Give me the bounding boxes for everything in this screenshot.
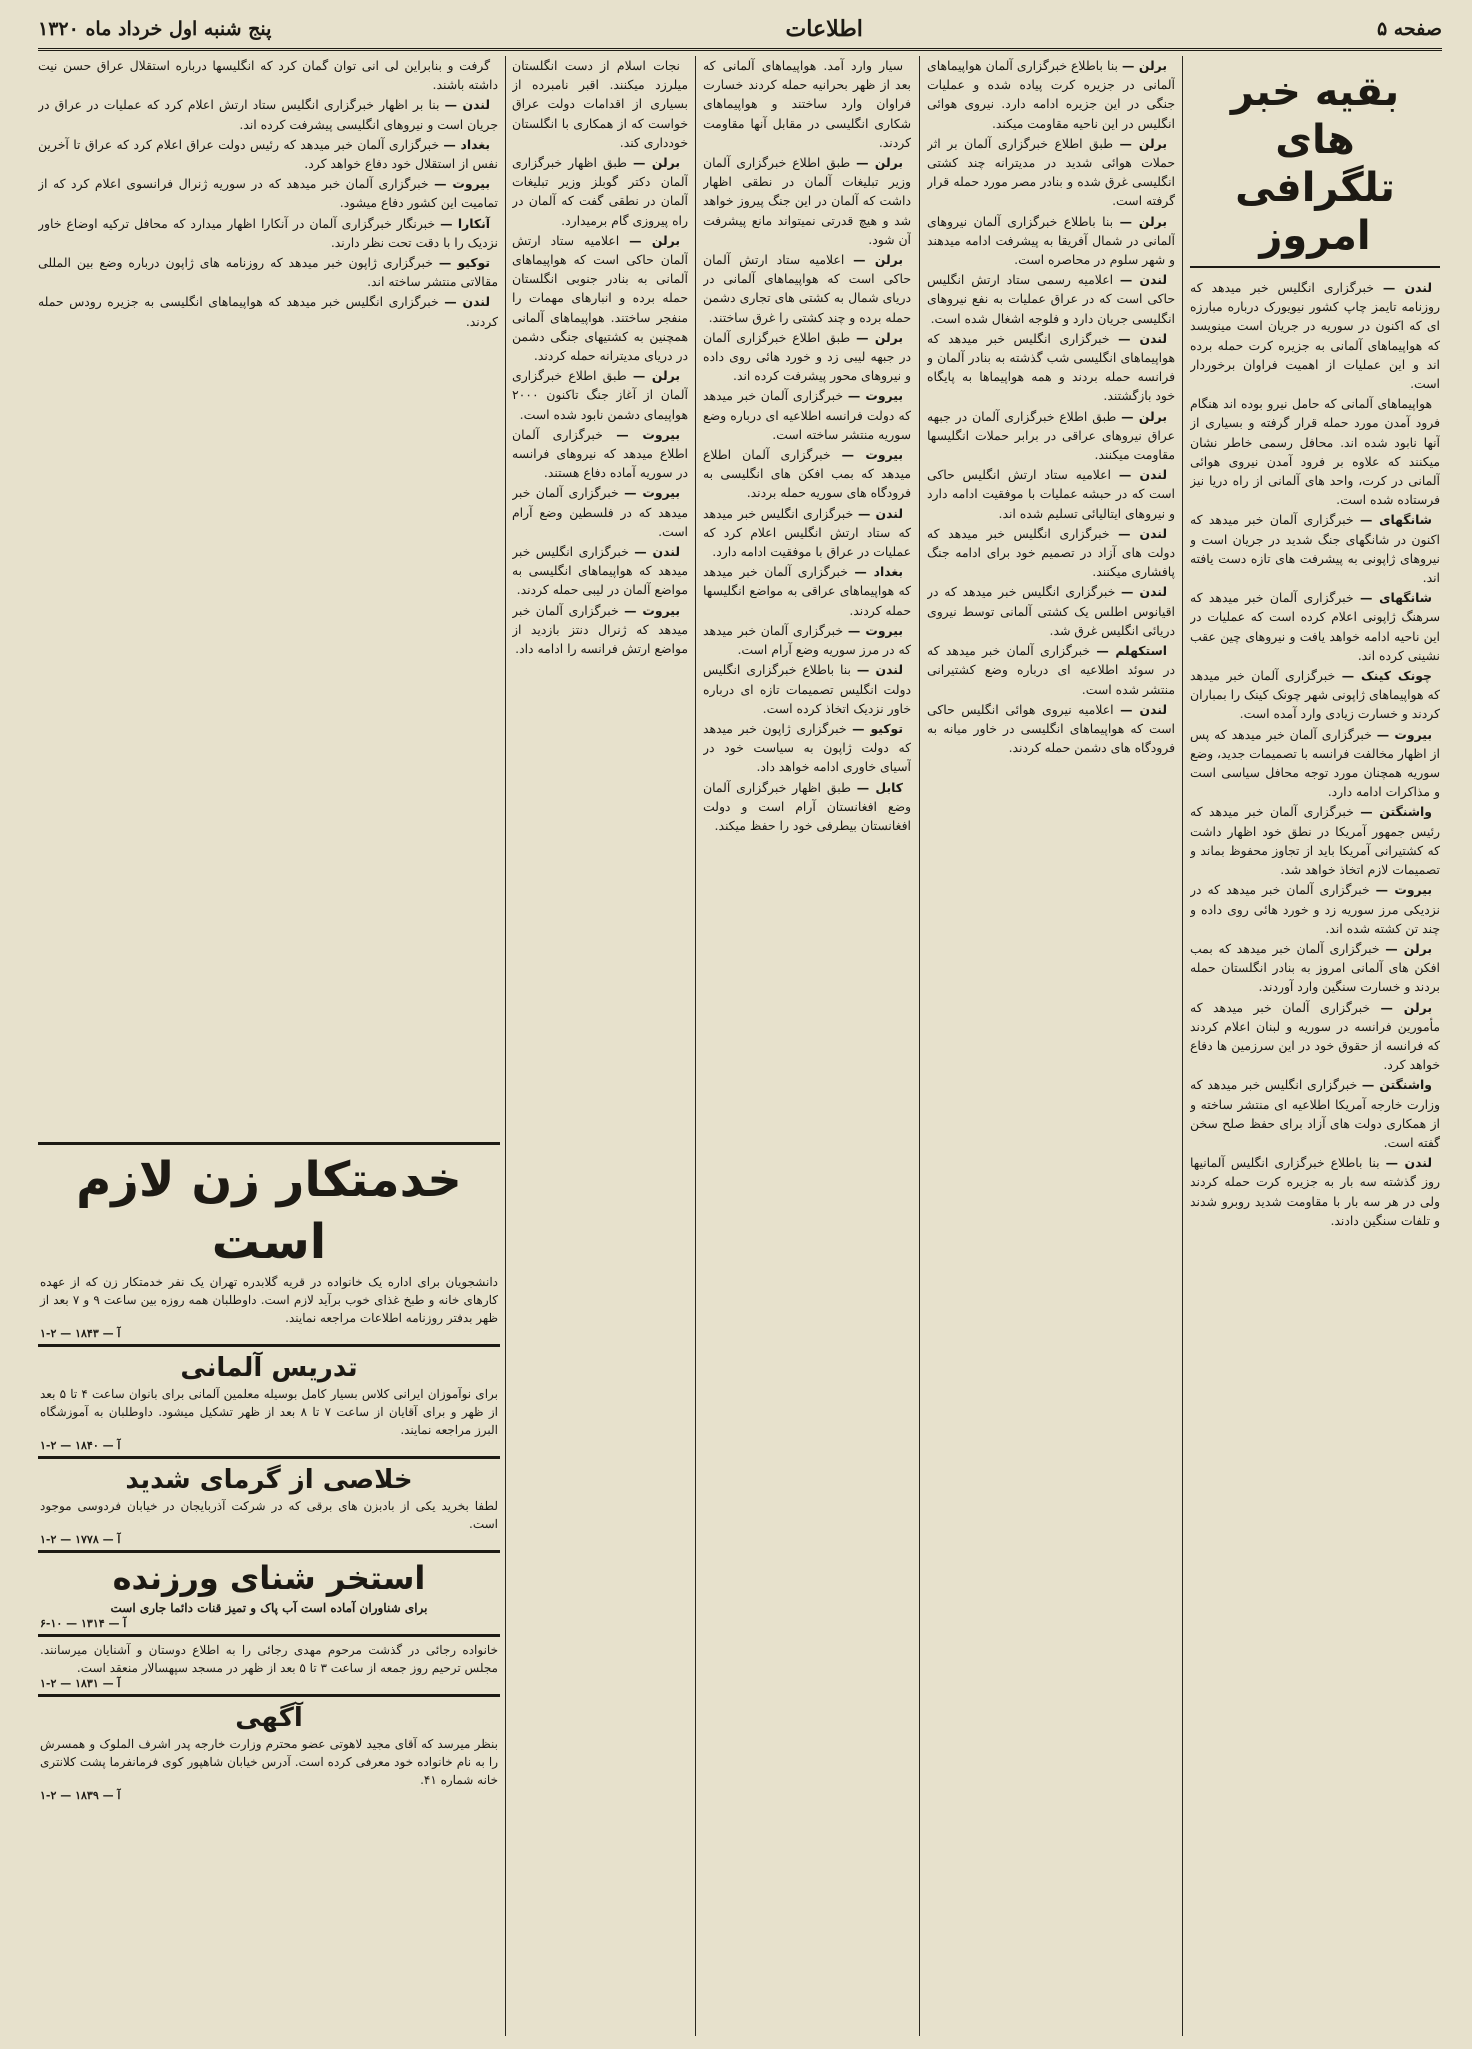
issue-date: پنج شنبه اول خرداد ماه ۱۳۲۰ xyxy=(38,18,272,40)
news-text: خبرگزاری انگلیس خبر میدهد که هواپیماهای انگلیسی به مواضع آلمان در لیبی حمله کردند. xyxy=(512,544,688,598)
news-item xyxy=(1190,725,1440,802)
news-text: خبرگزاری آلمان خبر میدهد که رئیس جمهور آمریکا در نطق خود اظهار داشت که کشتیرانی آمریکا باید از تجاوز محفوظ بماند و تصمیمات لازم اتخاذ خواهد شد. xyxy=(1190,804,1440,878)
page-header xyxy=(38,10,1442,51)
ad-notice-2 xyxy=(38,1694,500,1806)
news-item xyxy=(1190,278,1440,393)
news-text: خبرگزاری انگلیس خبر میدهد که هواپیماهای انگلیسی شب گذشته به بنادر آلمان و فرانسه حمله بردند و همه هواپیماها به پایگاه خود بازگشتند. xyxy=(927,330,1175,404)
news-item xyxy=(1190,802,1440,879)
news-text: طبق اطلاع خبرگزاری آلمان در جبهه عراق نیروهای عراقی در برابر حملات انگلیسها مقاومت میکنند. xyxy=(927,408,1175,463)
page-number: صفحه ۵ xyxy=(1376,18,1442,40)
news-item xyxy=(512,542,688,600)
news-item xyxy=(1190,880,1440,938)
news-text: خبرگزاری آلمان خبر میدهد که در سوریه ژنرال فرانسوی اعلام کرد که از تمامیت این کشور دفاع میشود. xyxy=(38,176,498,211)
dateline: لندن — xyxy=(1118,467,1167,483)
dateline: آنکارا — xyxy=(440,215,491,231)
ad-german-title: تدریس آلمانی xyxy=(180,1353,358,1383)
dateline: لندن — xyxy=(1385,1155,1432,1171)
advertisements xyxy=(38,1142,500,2036)
news-text: هواپیماهای آلمانی که حامل نیرو بوده اند هنگام فرود آمدن مورد حمله قرار گرفته و بسیاری از آنها نابود شده اند. محافل رسمی خاطر نشان میکنند که علاوه بر فرود آمدن نیروی هوائی آلمانی در کرت، واحد های آلمانی از راه دریا نیز فرستاده شده است. xyxy=(1190,396,1440,508)
dateline: بیروت — xyxy=(847,622,903,638)
news-item xyxy=(927,700,1175,758)
ad-pool xyxy=(38,1550,500,1634)
dateline: لندن — xyxy=(856,662,903,678)
dateline: برلن — xyxy=(632,368,680,384)
news-text: خبرگزاری آلمان خبر میدهد که رئیس دولت عراق اعلام کرد که عراق تا آخرین نفس از استقلال خود دفاع خواهد کرد. xyxy=(38,136,498,172)
column-4 xyxy=(512,56,688,2036)
news-text: طبق اطلاع خبرگزاری آلمان در جبهه لیبی زد و خورد هائی روی داده و نیروهای محور پیشرفت کرده اند. xyxy=(703,329,911,384)
news-item xyxy=(1190,666,1440,724)
dateline: لندن — xyxy=(444,294,490,310)
news-text: بنا باطلاع خبرگزاری انگلیس دولت انگلیس تصمیمات تازه ای درباره خاور نزدیک اتخاذ کرده است. xyxy=(703,662,911,716)
news-text: خبرگزاری آلمان خبر میدهد که پس از اظهار مخالفت فرانسه با تصمیمات جدید، وضع سوریه همچنان مورد توجه محافل سیاسی است و مذاکرات ادامه دارد. xyxy=(1190,726,1440,800)
dateline: لندن — xyxy=(1118,330,1167,346)
dateline: بیروت — xyxy=(841,447,903,463)
column-5-body xyxy=(38,56,498,331)
dateline: چونک کینک — xyxy=(1341,668,1432,684)
dateline: لندن — xyxy=(444,97,490,113)
news-item xyxy=(38,135,498,173)
news-item xyxy=(703,660,911,718)
news-text: اعلامیه ستاد ارتش آلمان حاکی است که هواپیماهای آلمانی در دریای شمال به کشتی های تجاری دشمن حمله برده و چند کشتی را غرق ساختند. xyxy=(703,252,911,325)
news-text: بنا باطلاع خبرگزاری انگلیس آلمانیها روز گذشته سه بار به جزیره کرت حمله کردند ولی در هر سه بار با مقاومت شدید روبرو شدند و تلفات سنگین دادند. xyxy=(1190,1155,1440,1228)
news-item xyxy=(927,407,1175,465)
column-3-body xyxy=(703,56,911,835)
dateline: بیروت — xyxy=(847,388,903,404)
ad-servant-title: خدمتکار زن لازم است xyxy=(76,1152,462,1270)
news-item xyxy=(927,134,1175,211)
paper-name: اطلاعات xyxy=(785,16,863,42)
news-item xyxy=(1190,394,1440,509)
news-text: خبرگزاری انگلیس خبر میدهد که در اقیانوس اطلس یک کشتی آلمانی توسط نیروی دریائی انگلیس غرق شد. xyxy=(927,584,1175,638)
news-item xyxy=(927,582,1175,640)
news-item xyxy=(1190,998,1440,1075)
news-text: خبرگزاری انگلیس خبر میدهد که هواپیماهای انگلیسی به جزیره رودس حمله کردند. xyxy=(38,294,498,329)
dateline: لندن — xyxy=(1382,280,1432,295)
news-item xyxy=(38,292,498,330)
news-text: سیار وارد آمد. هواپیماهای آلمانی که بعد از ظهر بحرانیه حمله کردند خسارت فراوان وارد ساختند و هواپیماهای شکاری انگلیسی در مقابل آنها مقاومت کردند. xyxy=(703,58,911,150)
news-item xyxy=(927,524,1175,582)
ad-german-ref: آ — ۱۸۴۰ — ۲-۱ xyxy=(40,1439,121,1452)
ad-servant-ref: آ — ۱۸۴۳ — ۲-۱ xyxy=(40,1327,121,1340)
ad-german-body: برای نوآموزان ایرانی کلاس بسیار کامل بوسیله معلمین آلمانی برای بانوان ساعت ۴ تا ۵ بعد از ظهر و برای آقایان از ساعت ۷ تا ۸ بعد از ظهر تشکیل میشود. داوطلبان به آموزشگاه البرز مراجعه نمایند. xyxy=(40,1387,498,1437)
news-item xyxy=(927,641,1175,699)
ad-heat xyxy=(38,1456,500,1550)
dateline: لندن — xyxy=(1120,701,1167,717)
news-text: طبق اظهار خبرگزاری آلمان دکتر گوبلز وزیر تبلیغات آلمان در نطقی گفت که آلمان در راه پیروزی گام برمیدارد. xyxy=(512,155,688,228)
column-rule xyxy=(919,56,920,2036)
news-item xyxy=(703,250,911,327)
column-1-body xyxy=(1190,278,1440,1230)
dateline: برلن — xyxy=(853,252,903,268)
news-item xyxy=(38,214,498,252)
news-text: طبق اطلاع خبرگزاری آلمان وزیر تبلیغات آلمان در نطقی اظهار داشت که آلمان در این جنگ پیروز خواهد شد و هیچ قدرتی نمیتواند مانع پیشرفت آن شود. xyxy=(703,155,911,247)
dateline: شانگهای — xyxy=(1359,512,1432,528)
ad-heat-title: خلاصی از گرمای شدید xyxy=(125,1465,413,1495)
dateline: توکیو — xyxy=(852,720,903,736)
column-3 xyxy=(703,56,911,2036)
ad-notice-2-title: آگهی xyxy=(235,1703,303,1733)
dateline: کابل — xyxy=(856,779,903,795)
news-item xyxy=(1190,1153,1440,1230)
ad-pool-ref: آ — ۱۳۱۴ — ۱۰-۶ xyxy=(40,1617,127,1630)
column-rule xyxy=(505,56,506,2036)
news-text: طبق اطلاع خبرگزاری آلمان از آغاز جنگ تاکنون ۲۰۰۰ هواپیمای دشمن نابود شده است. xyxy=(512,368,688,422)
news-item xyxy=(512,56,688,152)
dateline: بغداد — xyxy=(854,564,903,580)
news-item xyxy=(512,483,688,541)
news-text: خبرگزاری آلمان خبر میدهد که در سوئد اطلاعیه ای درباره وضع کشتیرانی منتشر شده است. xyxy=(927,643,1175,697)
ad-notice-body: خانواده رجائی در گذشت مرحوم مهدی رجائی را به اطلاع دوستان و آشنایان میرسانند. مجلس ترحیم روز جمعه از ساعت ۳ تا ۵ بعد از ظهر در مسجد سپهسالار منعقد است. xyxy=(40,1643,499,1675)
news-item xyxy=(703,719,911,777)
news-text: خبرگزاری انگلیس خبر میدهد که وزارت خارجه آمریکا اطلاعیه ای منتشر ساخته و از همکاری دولت های آزاد برای حفظ صلح سخن گفته است. xyxy=(1190,1077,1440,1150)
dateline: لندن — xyxy=(1121,584,1167,600)
news-text: خبرگزاری آلمان خبر میدهد که سرهنگ ژاپونی اعلام کرده است که عملیات در این ناحیه ادامه خواهد یافت و نیروهای چین عقب نشینی کرده اند. xyxy=(1190,590,1440,663)
news-text: خبرگزاری انگلیس خبر میدهد که دولت های آزاد در تصمیم خود برای ادامه جنگ پافشاری میکنند. xyxy=(927,525,1175,580)
news-text: گرفت و بنابراین لی انی توان گمان کرد که انگلیسها درباره استقلال عراق حسن نیت داشته باشند. xyxy=(38,58,498,93)
dateline: لندن — xyxy=(1119,272,1167,288)
news-item xyxy=(512,231,688,365)
dateline: واشنگتن — xyxy=(1361,1077,1432,1093)
ad-notice-ref: آ — ۱۸۳۱ — ۲-۱ xyxy=(40,1677,121,1690)
news-item xyxy=(703,504,911,562)
news-text: خبرگزاری آلمان اطلاع میدهد که نیروهای فرانسه در سوریه آماده دفاع هستند. xyxy=(512,426,688,481)
news-text: خبرگزاری آلمان خبر میدهد که در نزدیکی مرز سوریه زد و خورد هائی روی داده و چند تن کشته شده اند. xyxy=(1190,882,1440,936)
column-2-body xyxy=(927,56,1175,757)
news-text: خبرگزاری آلمان خبر میدهد که بمب افکن های آلمانی امروز به بنادر انگلستان حمله بردند و خسارت سنگین وارد آوردند. xyxy=(1190,940,1440,995)
dateline: توکیو — xyxy=(438,255,490,271)
news-text: خبرگزاری انگلیس خبر میدهد که ستاد ارتش انگلیس اعلام کرد که عملیات در عراق با موفقیت ادامه دارد. xyxy=(703,505,911,560)
dateline: بغداد — xyxy=(443,136,490,152)
dateline: برلن — xyxy=(856,329,903,345)
news-item xyxy=(1190,939,1440,997)
news-text: اعلامیه ستاد ارتش آلمان حاکی است که هواپیماهای آلمانی به بنادر جنوبی انگلستان حمله برده و انبارهای مهمات را منفجر ساختند. هواپیماهای آلمانی همچنین به کشتیهای جنگی دشمن در دریای مدیترانه حمله کردند. xyxy=(512,232,688,364)
column-rule xyxy=(1182,56,1183,2036)
news-item xyxy=(512,153,688,230)
news-item xyxy=(38,174,498,212)
news-item xyxy=(927,465,1175,523)
news-item xyxy=(703,562,911,620)
column-1 xyxy=(1190,56,1440,2036)
news-text: خبرگزاری آلمان خبر میدهد که در مرز سوریه وضع آرام است. xyxy=(703,622,911,658)
news-text: خبرگزاری انگلیس خبر میدهد که روزنامه تایمز چاپ کشور نیویورک درباره مبارزه ای که اکنون در سوریه در جریان است مینویسد که هواپیماهای آلمانی به جزیره کرت حمله برده اند و این عملیات از اهمیت فراوان برخوردار است. xyxy=(1190,280,1440,392)
news-text: خبرگزاری ژاپون خبر میدهد که روزنامه های ژاپون درباره وضع بین المللی مقالاتی منتشر ساخته اند. xyxy=(38,255,498,290)
ad-german xyxy=(38,1344,500,1456)
dateline: بیروت — xyxy=(1375,882,1432,898)
news-text: اعلامیه نیروی هوائی انگلیس حاکی است که هواپیماهای انگلیسی در خاور میانه به فرودگاه های دشمن حمله کردند. xyxy=(927,701,1175,756)
news-item xyxy=(512,425,688,483)
news-item xyxy=(927,270,1175,328)
dateline: برلن — xyxy=(1119,213,1167,229)
news-text: خبرگزاری آلمان خبر میدهد که دولت فرانسه اطلاعیه ای درباره وضع سوریه منتشر ساخته است. xyxy=(703,388,911,442)
column-rule xyxy=(695,56,696,2036)
news-text: اعلامیه ستاد ارتش انگلیس حاکی است که در حبشه عملیات با موفقیت ادامه دارد و نیروهای ایتالیائی تسلیم شده اند. xyxy=(927,467,1175,521)
dateline: استکهلم — xyxy=(1096,643,1167,659)
news-text: خبرگزاری آلمان خبر میدهد که هواپیماهای ژاپونی شهر چونک کینک را بمباران کردند و خسارت زیادی وارد آمده است. xyxy=(1190,668,1440,722)
dateline: بیروت — xyxy=(434,176,490,192)
dateline: برلن — xyxy=(1122,58,1167,73)
news-item xyxy=(38,56,498,94)
news-text: بنا باطلاع خبرگزاری آلمان هواپیماهای آلمانی در جزیره کرت پیاده شده و عملیات جنگی در این جزیره ادامه دارد. نیروی هوائی انگلیس در این ناحیه مقاومت میکند. xyxy=(927,58,1175,131)
news-item xyxy=(512,366,688,424)
news-text: خبرگزاری آلمان خبر میدهد که اکنون در شانگهای جنگ شدید در جریان است و نیروهای ژاپونی به پیشرفت های تازه دست یافته اند. xyxy=(1190,512,1440,586)
dateline: برلن — xyxy=(1119,135,1167,151)
dateline: بیروت — xyxy=(624,485,680,501)
news-item xyxy=(703,56,911,152)
news-text: اعلامیه رسمی ستاد ارتش انگلیس حاکی است که در عراق عملیات به نفع نیروهای انگلیسی جریان دارد و فلوجه اشغال شده است. xyxy=(927,272,1175,326)
news-item xyxy=(512,601,688,659)
news-item xyxy=(1190,1075,1440,1152)
ad-heat-ref: آ — ۱۷۷۸ — ۲-۱ xyxy=(40,1533,121,1546)
news-item xyxy=(38,253,498,291)
news-item xyxy=(1190,510,1440,587)
news-item xyxy=(927,56,1175,133)
column-5 xyxy=(38,56,498,1136)
ad-servant xyxy=(38,1142,500,1344)
column-4-body xyxy=(512,56,688,658)
ad-pool-title: استخر شنای ورزنده xyxy=(112,1559,426,1597)
news-text: خبرگزاری آلمان خبر میدهد که مأمورین فرانسه در سوریه و لبنان اعلام کردند که فرانسه از حقوق خود در این سرزمین ها دفاع خواهد کرد. xyxy=(1190,999,1440,1073)
ad-heat-body: لطفا بخرید یکی از بادبزن های برقی که در شرکت آذربایجان در خیابان فردوسی موجود است. xyxy=(40,1499,498,1531)
news-item xyxy=(38,95,498,133)
news-text: خبرگزاری آلمان خبر میدهد که در فلسطین وضع آرام است. xyxy=(512,485,688,539)
news-item xyxy=(703,621,911,659)
news-item xyxy=(703,153,911,249)
news-text: طبق اطلاع خبرگزاری آلمان بر اثر حملات هوائی شدید در مدیترانه چند کشتی انگلیسی غرق شده و بنادر مصر مورد حمله قرار گرفته است. xyxy=(927,135,1175,209)
ad-pool-body: برای شناوران آماده است آب پاک و تمیز قنات دائما جاری است xyxy=(110,1601,428,1615)
dateline: لندن — xyxy=(634,544,680,560)
news-item xyxy=(927,212,1175,270)
news-text: طبق اظهار خبرگزاری آلمان وضع افغانستان آرام است و دولت افغانستان بیطرفی خود را حفظ میکند. xyxy=(703,779,911,833)
dateline: بیروت — xyxy=(616,426,680,442)
news-text: خبرگزاری آلمان خبر میدهد که ژنرال دنتز بازدید از مواضع ارتش فرانسه را ادامه داد. xyxy=(512,602,688,657)
ad-servant-body: دانشجویان برای اداره یک خانواده در قریه گلابدره تهران یک نفر خدمتکار زن که از عهده کارهای خانه و طبخ غذای خوب برآید لازم است. داوطلبان همه روزه بین ساعت ۹ و ۷ بعد از ظهر بدفتر روزنامه اطلاعات مراجعه نمایند. xyxy=(40,1275,498,1325)
news-item xyxy=(927,329,1175,406)
ad-notice xyxy=(38,1634,500,1694)
dateline: واشنگتن — xyxy=(1360,804,1432,820)
dateline: برلن — xyxy=(1380,999,1432,1015)
news-text: خبرگزاری ژاپون خبر میدهد که دولت ژاپون به سیاست خود در آسیای خاوری ادامه خواهد داد. xyxy=(703,720,911,775)
dateline: برلن — xyxy=(633,155,680,171)
dateline: برلن — xyxy=(856,155,903,171)
news-item xyxy=(703,328,911,386)
dateline: بیروت — xyxy=(1376,726,1432,742)
dateline: لندن — xyxy=(857,505,903,521)
news-text: نجات اسلام از دست انگلستان میلرزد میکنند. اقبر نامبرده از بسیاری از اقدامات دولت عراق خواست که از همکاری با انگلستان خودداری کند. xyxy=(512,58,688,150)
ad-notice-2-ref: آ — ۱۸۳۹ — ۲-۱ xyxy=(40,1789,121,1802)
news-item xyxy=(703,778,911,836)
dateline: برلن — xyxy=(1385,940,1432,956)
news-text: خبرگزاری آلمان اطلاع میدهد که بمب افکن های انگلیسی به فرودگاه های سوریه حمله بردند. xyxy=(703,447,911,501)
dateline: بیروت — xyxy=(624,602,680,618)
news-text: بنا بر اظهار خبرگزاری انگلیس ستاد ارتش اعلام کرد که عملیات در عراق در جریان است و نیروهای انگلیسی پیشرفت کرده اند. xyxy=(38,97,498,132)
dateline: شانگهای — xyxy=(1359,590,1432,606)
news-text: خبرگزاری آلمان خبر میدهد که هواپیماهای عراقی به مواضع انگلیسها حمله کردند. xyxy=(703,564,911,618)
dateline: لندن — xyxy=(1118,525,1167,541)
news-item xyxy=(703,445,911,503)
column-2 xyxy=(927,56,1175,2036)
dateline: برلن — xyxy=(629,232,680,248)
dateline: برلن — xyxy=(1121,408,1167,424)
news-item xyxy=(1190,588,1440,665)
main-headline: بقیه خبر های تلگرافی امروز xyxy=(1190,68,1440,268)
news-item xyxy=(703,386,911,444)
ad-notice-2-body: بنظر میرسد که آقای مجید لاهوتی عضو محترم وزارت خارجه پدر اشرف الملوک و همسرش را به نام خانواده خود معرفی کرده است. آدرس خیابان شاهپور کوی فرمانفرما پشت کلانتری خانه شماره ۴۱. xyxy=(40,1737,498,1787)
news-text: بنا باطلاع خبرگزاری آلمان نیروهای آلمانی در شمال آفریقا به پیشرفت ادامه میدهند و شهر سلوم در محاصره است. xyxy=(927,213,1175,268)
news-text: خبرنگار خبرگزاری آلمان در آنکارا اظهار میدارد که محافل ترکیه اوضاع خاور نزدیک را با دقت تحت نظر دارند. xyxy=(38,215,498,250)
